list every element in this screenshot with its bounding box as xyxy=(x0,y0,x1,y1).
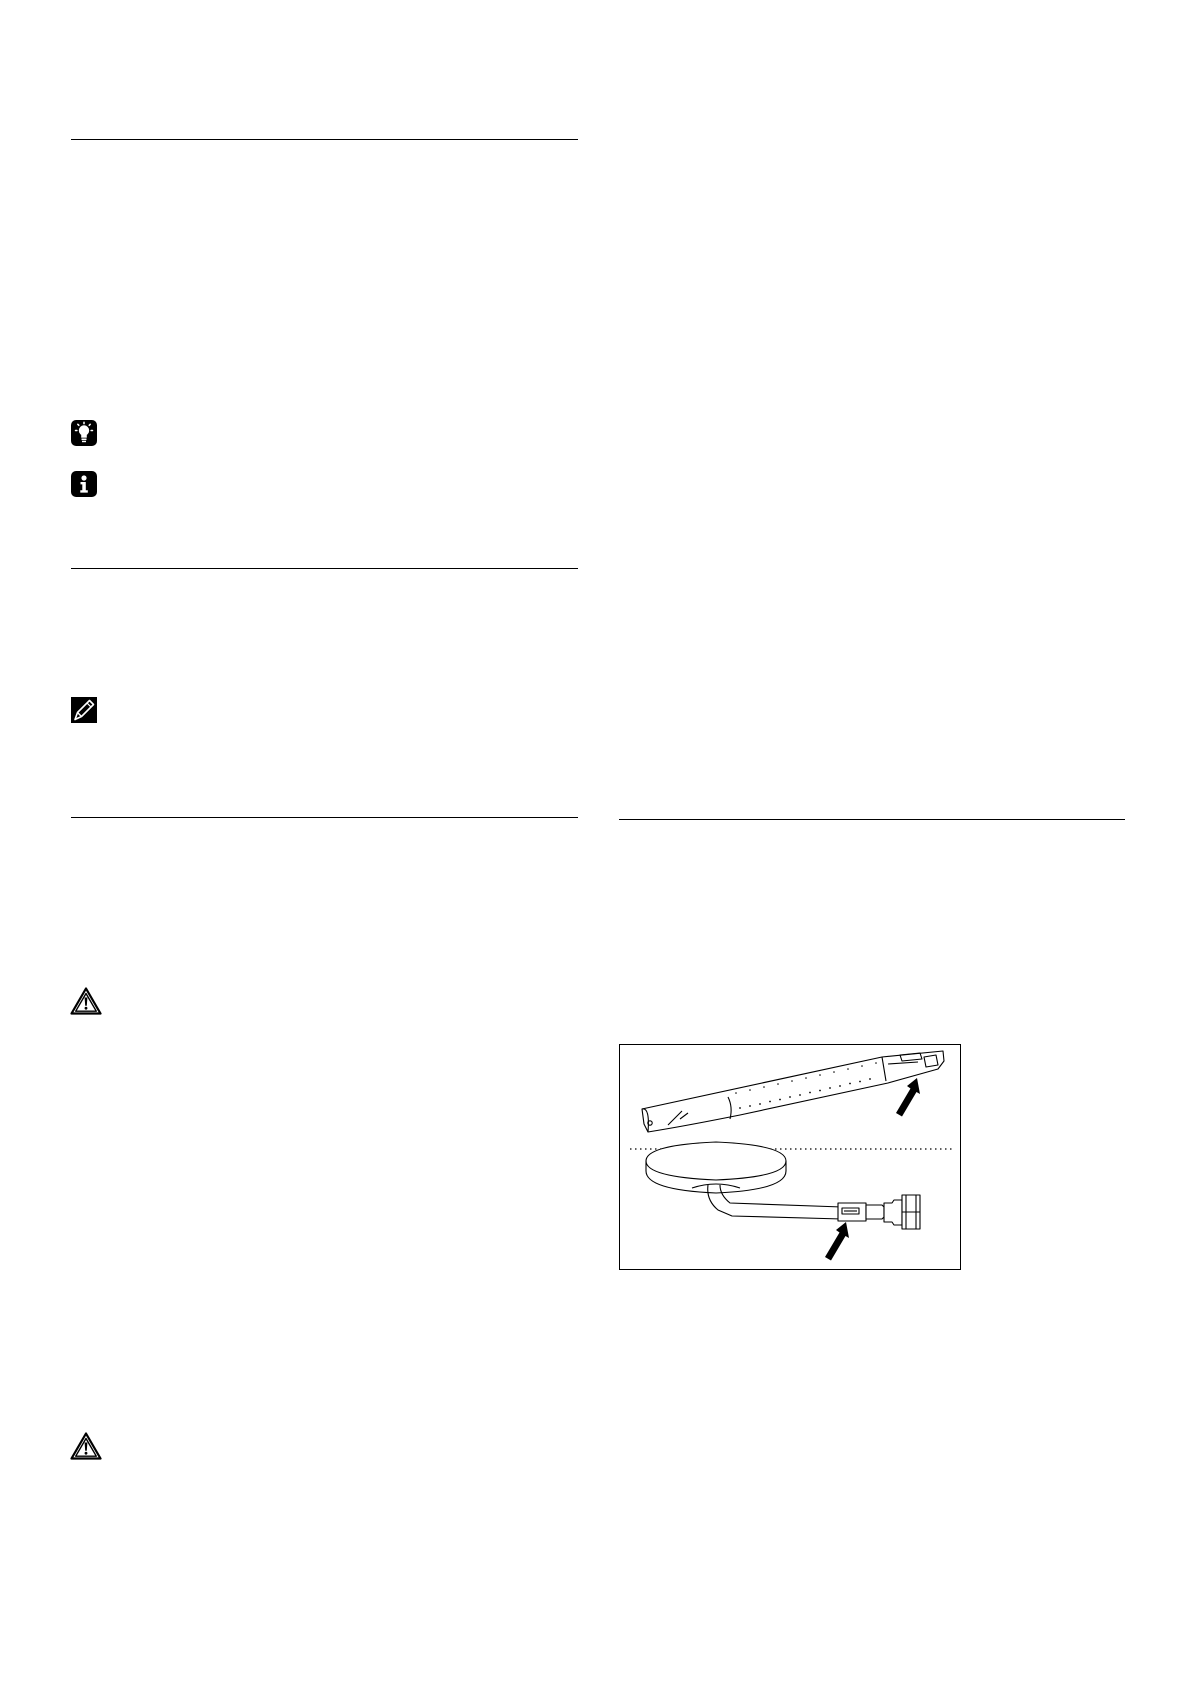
section-rule-1 xyxy=(71,139,578,140)
lightbulb-icon xyxy=(71,420,97,451)
section-rule-2 xyxy=(71,568,578,569)
burner-illustration xyxy=(619,1044,961,1270)
info-icon xyxy=(71,471,97,502)
section-rule-3 xyxy=(71,817,578,818)
warning-triangle-icon xyxy=(70,1432,102,1465)
pencil-note-icon xyxy=(71,697,97,728)
round-burner-with-pipe xyxy=(646,1142,920,1229)
tube-burner xyxy=(642,1051,944,1132)
pointer-arrow-icon xyxy=(896,1078,920,1117)
warning-triangle-icon xyxy=(70,987,102,1020)
section-rule-4 xyxy=(619,819,1125,820)
pointer-arrow-icon xyxy=(825,1222,849,1261)
